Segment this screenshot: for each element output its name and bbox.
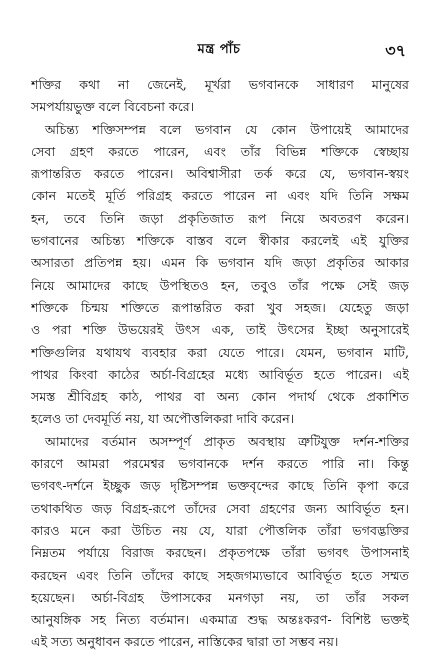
text-line: সমস্ত শ্রীবিগ্রহ কাঠ, পাথর বা অন্য কোন পদার্থ থেকে প্রকাশিত — [31, 389, 409, 405]
text-line: করছেন এবং তিনি তাঁদের কাছে সহজগম্যভাবে আবির্ভূত হতে সম্মত — [31, 567, 409, 583]
running-title: মন্ত্র পাঁচ — [197, 42, 241, 57]
text-line: ভগবানের অচিন্ত্য শক্তিকে বাস্তব বলে স্বীকার করলেই এই যুক্তির — [31, 233, 409, 249]
text-line: আনুষঙ্গিক সহ নিত্য বর্তমান। একমাত্র শুদ্ধ অন্তঃকরণ- বিশিষ্ট ভক্তই — [31, 612, 409, 628]
text-line: তথাকথিত জড় বিগ্রহ-রূপে তাঁদের সেবা গ্রহণের জন্য আবির্ভূত হন। — [31, 500, 409, 516]
text-line: হয়েছেন। অর্চা-বিগ্রহ উপাসকের মনগড়া নয়, তা তাঁর সকল — [31, 589, 409, 605]
page-number: ৩৭ — [385, 41, 406, 60]
paragraph-2 — [31, 119, 409, 431]
text-line: সমপর্যায়ভুক্ত বলে বিবেচনা করে। — [31, 99, 195, 115]
text-line: পাথর কিংবা কাঠের অর্চা-বিগ্রহের মধ্যে আবির্ভূত হতে পারেন। এই — [31, 366, 409, 382]
text-line: হন, তবে তিনি জড়া প্রকৃতিজাত রূপ নিয়ে অবতরণ করেন। — [31, 210, 409, 226]
text-line: সেবা গ্রহণ করতে পারেন, এবং তাঁর বিভিন্ন শক্তিকে স্বেচ্ছায় — [31, 143, 409, 159]
text-line: আমাদের বর্তমান অসম্পূর্ণ প্রাকৃত অবস্থায় ত্রুটিযুক্ত দর্শন-শক্তির — [45, 433, 409, 449]
text-line: শক্তিকে চিন্ময় শক্তিতে রূপান্তরিত করা খুব সহজ। যেহেতু জড়া — [31, 299, 409, 315]
text-line: রূপান্তরিত করতে পারেন। অবিশ্বাসীরা তর্ক করে যে, ভগবান-স্বয়ং — [31, 166, 409, 182]
body-text — [31, 74, 409, 654]
paragraph-1 — [31, 74, 409, 119]
text-line: নিম্নতম পর্যায়ে বিরাজ করছেন। প্রকৃতপক্ষে তাঁরা ভগবৎ উপাসনাই — [31, 545, 409, 561]
text-line: নিয়ে আমাদের কাছে উপস্থিতও হন, তবুও তাঁর পক্ষে সেই জড় — [31, 277, 409, 293]
text-line: এই সত্য অনুধাবন করতে পারেন, নাস্তিকের দ্বারা তা সম্ভব নয়। — [31, 634, 339, 650]
text-line: অসারতা প্রতিপন্ন হয়। এমন কি ভগবান যদি জড়া প্রকৃতির আকার — [31, 255, 409, 271]
text-line: ভগবৎ-দর্শনে ইচ্ছুক জড় দৃষ্টিসম্পন্ন ভক্তবৃন্দের কাছে তিনি কৃপা করে — [31, 478, 409, 494]
page-header — [30, 38, 408, 58]
text-line: ও পরা শক্তি উভয়েরই উৎস এক, তাই উৎসের ইচ্ছা অনুসারেই — [31, 322, 409, 338]
paragraph-3 — [31, 431, 409, 654]
text-line: কারণে আমরা পরমেশ্বর ভগবানকে দর্শন করতে পারি না। কিন্তু — [31, 456, 409, 472]
text-line: শক্তির কথা না জেনেই, মূর্খরা ভগবানকে সাধারণ মানুষের — [31, 77, 409, 92]
text-line: হলেও তা দেবমূর্তি নয়, যা অপৌত্তলিকরা দাবি করেন। — [31, 411, 295, 427]
text-line: শক্তিগুলির যথাযথ ব্যবহার করা যেতে পারে। যেমন, ভগবান মাটি, — [31, 344, 409, 360]
text-line: অচিন্ত্য শক্তিসম্পন্ন বলে ভগবান যে কোন উপায়েই আমাদের — [45, 121, 409, 137]
text-line: কোন মতেই মূর্তি পরিগ্রহ করতে পারেন না এবং যদি তিনি সক্ষম — [31, 188, 409, 204]
text-line: কারও মনে করা উচিত নয় যে, যারা পৌত্তলিক তাঁরা ভগবদ্ভক্তির — [31, 522, 409, 538]
